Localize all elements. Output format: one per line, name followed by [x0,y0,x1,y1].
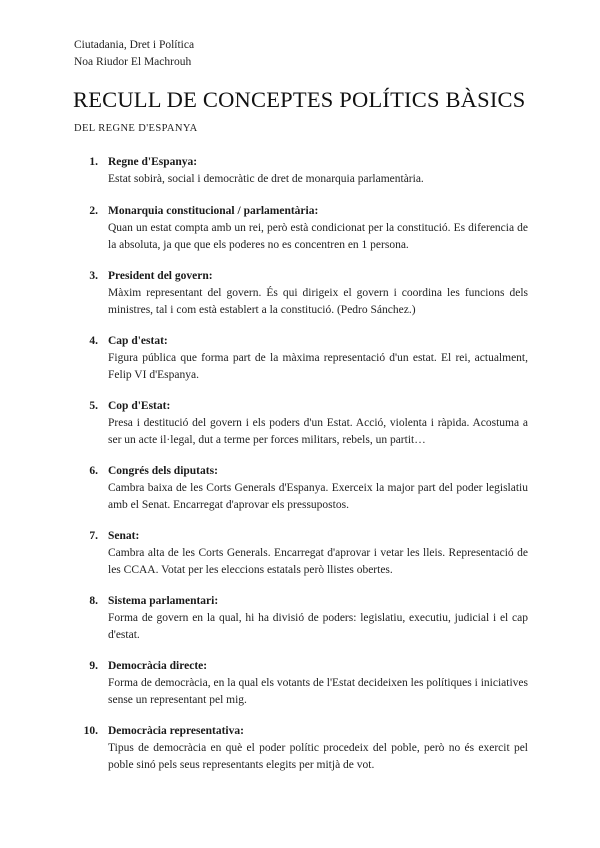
item-term: Monarquia constitucional / parlamentària: [108,205,319,217]
course-name: Ciutadania, Dret i Política [74,39,195,51]
item-definition: Tipus de democràcia en què el poder polític procedeix del poble, però no és exercit pel poble sinó pels seus representants elegits per mitjà de vot. [108,742,528,771]
item-term: President del govern: [108,270,213,282]
page-title: RECULL DE CONCEPTES POLÍTICS BÀSICS [73,87,526,112]
item-term: Congrés dels diputats: [108,465,218,477]
item-definition: Forma de democràcia, en la qual els votants de l'Estat decideixen les polítiques i iniciatives sense un representant pel mig. [108,677,528,706]
item-number: 9. [89,660,98,672]
author-name: Noa Riudor El Machrouh [74,56,192,68]
item-term: Senat: [108,530,140,542]
item-number: 4. [89,335,98,347]
item-number: 3. [89,270,98,282]
item-term: Democràcia directe: [108,660,208,672]
item-number: 6. [89,465,98,477]
item-number: 7. [89,530,98,542]
item-number: 1. [89,156,98,168]
item-term: Cap d'estat: [108,335,168,347]
item-definition: Quan un estat compta amb un rei, però està condicionat per la constitució. Es diferencia de la absoluta, ja que que els poderes no es concentren en 1 persona. [108,222,528,251]
item-definition: Màxim representant del govern. És qui dirigeix el govern i coordina les funcions dels ministres, tal i com està establert a la constitució. (Pedro Sánchez.) [108,287,528,316]
item-definition: Cambra baixa de les Corts Generals d'Espanya. Exerceix la major part del poder legislatiu amb el Senat. Encarregat d'aprovar els pressupostos. [108,482,528,511]
item-definition: Presa i destitució del govern i els poders d'un Estat. Acció, violenta i ràpida. Acostuma a ser un acte il·legal, dut a terme per forces militars, rebels, un partit… [108,417,528,446]
item-term: Regne d'Espanya: [108,156,198,168]
item-definition: Forma de govern en la qual, hi ha divisió de poders: legislatiu, executiu, judicial i el cap d'estat. [108,612,528,641]
item-definition: Estat sobirà, social i democràtic de dret de monarquia parlamentària. [108,173,424,185]
item-term: Democràcia representativa: [108,725,244,737]
item-number: 10. [83,725,98,737]
item-term: Sistema parlamentari: [108,595,219,607]
item-number: 2. [89,205,98,217]
item-term: Cop d'Estat: [108,400,171,412]
page-subtitle: DEL REGNE D'ESPANYA [74,123,198,134]
document-header [74,37,194,71]
item-definition: Cambra alta de les Corts Generals. Encarregat d'aprovar i vetar les lleis. Representació de les CCAA. Votat per les eleccions estatals però llistes obertes. [108,547,528,576]
item-definition: Figura pública que forma part de la màxima representació d'un estat. El rei, actualment, Felip VI d'Espanya. [108,352,528,381]
item-number: 8. [89,595,98,607]
item-number: 5. [89,400,98,412]
